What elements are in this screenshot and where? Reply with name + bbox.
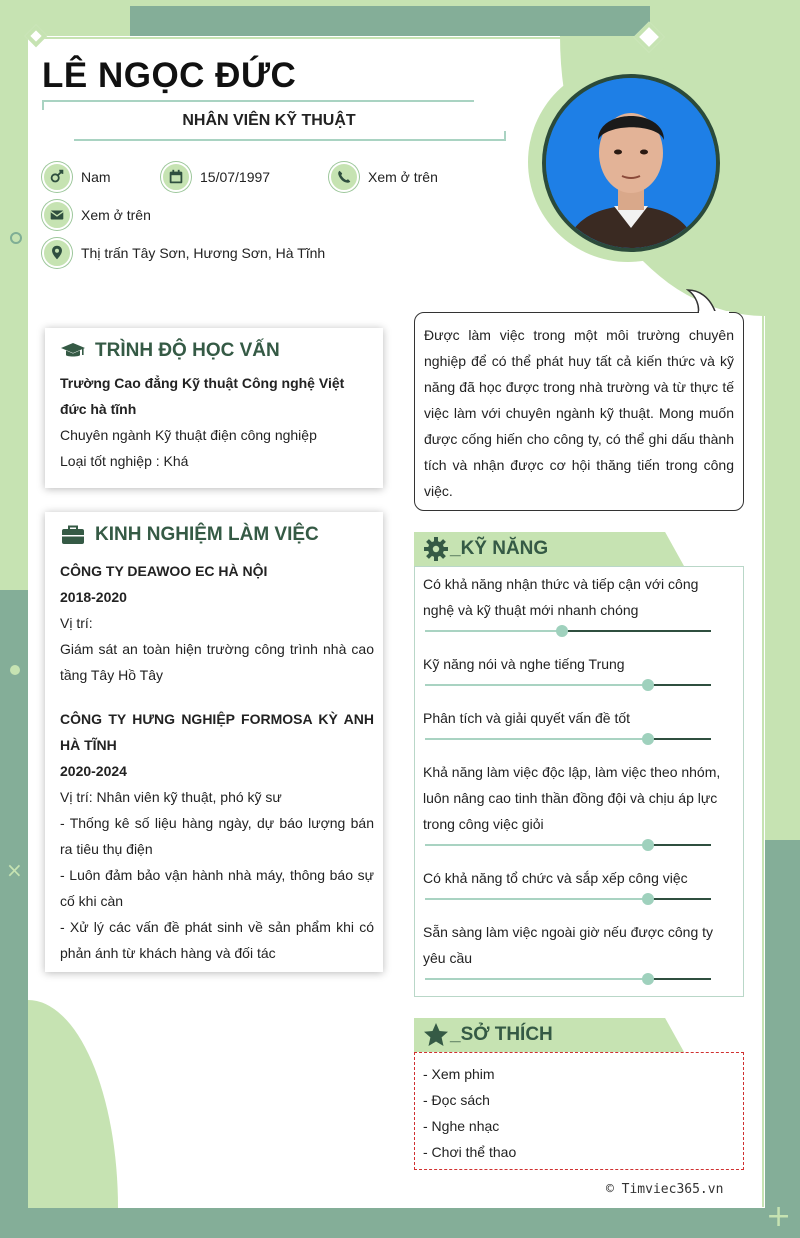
- hobbies-heading-label: _SỞ THÍCH: [450, 1024, 553, 1045]
- skill-level-fill: [425, 978, 648, 980]
- skill-label: Kỹ năng nói và nghe tiếng Trung: [423, 656, 625, 672]
- briefcase-icon: [60, 522, 86, 548]
- info-birthday: [161, 162, 270, 192]
- phone-value: Xem ở trên: [368, 169, 438, 185]
- job-title: NHÂN VIÊN KỸ THUẬT: [182, 112, 356, 129]
- bg-left-lower: [0, 590, 28, 1238]
- experience-heading: [60, 522, 374, 548]
- gear-icon: [422, 535, 450, 563]
- header-rule-top: [42, 100, 474, 102]
- job-entry: [60, 706, 374, 966]
- job-entry: [60, 558, 374, 688]
- job-company: CÔNG TY HƯNG NGHIỆP FORMOSA KỲ ANH HÀ TĨNH: [60, 711, 374, 753]
- star-icon: [422, 1021, 450, 1049]
- hobby-item: - Chơi thể thao: [423, 1144, 517, 1160]
- skill-label: Phân tích và giải quyết vấn đề tốt: [423, 710, 631, 726]
- bg-bottom-band: [0, 1208, 800, 1238]
- envelope-icon: [42, 200, 72, 230]
- education-card: [45, 328, 383, 488]
- skill-level-bar: [425, 978, 711, 980]
- footer-copyright: © Timviec365.vn: [606, 1182, 724, 1197]
- education-major: Chuyên ngành Kỹ thuật điện công nghiệp: [60, 427, 317, 443]
- avatar-portrait: [546, 78, 716, 248]
- skill-level-bar: [425, 738, 711, 740]
- education-grade: Loại tốt nghiệp : Khá: [60, 453, 189, 469]
- email-value: Xem ở trên: [81, 207, 151, 223]
- skill-level-handle: [642, 893, 654, 905]
- career-objective: Được làm việc trong một môi trường chuyên nghiệp để có thể phát huy tất cả kiến thức và kỹ năng đã học được trong nhà trường và từ thực tế việc làm với chuyên ngành kỹ thuật. Mong muốn được cống hiến cho công ty, có thể ghi dấu thành tích và nhận được cơ hội thăng tiến trong công việc.: [414, 312, 744, 511]
- info-phone: [329, 162, 438, 192]
- skill-level-bar: [425, 898, 711, 900]
- skills-tab: [414, 532, 684, 566]
- education-school: Trường Cao đẳng Kỹ thuật Công nghệ Việt đức hà tĩnh: [60, 375, 345, 417]
- hobby-item: - Xem phim: [423, 1066, 495, 1082]
- skills-heading-label: _KỸ NĂNG: [450, 538, 549, 559]
- bg-right-lower: [765, 840, 800, 1238]
- birthday-value: 15/07/1997: [200, 169, 271, 185]
- skill-level-fill: [425, 630, 562, 632]
- hobbies-box: [414, 1052, 744, 1170]
- education-heading-label: TRÌNH ĐỘ HỌC VẤN: [95, 340, 280, 361]
- job-detail: - Luôn đảm bảo vận hành nhà máy, thông báo sự cố khi càn: [60, 867, 374, 909]
- skill-level-handle: [642, 839, 654, 851]
- gender-icon: [42, 162, 72, 192]
- dot-decoration: [10, 665, 20, 675]
- info-email: [42, 200, 151, 230]
- plus-decoration: +: [766, 1199, 792, 1234]
- info-gender: [42, 162, 111, 192]
- skills-box: [414, 566, 744, 997]
- job-position: Vị trí: Nhân viên kỹ thuật, phó kỹ sư: [60, 789, 282, 805]
- experience-card: [45, 512, 383, 972]
- skill-level-bar: [425, 844, 711, 846]
- phone-icon: [329, 162, 359, 192]
- hobby-item: - Nghe nhạc: [423, 1118, 500, 1134]
- ring-decoration: [10, 232, 22, 244]
- job-position: Vị trí:: [60, 615, 93, 631]
- header-rule-tick: [504, 131, 506, 141]
- gender-value: Nam: [81, 169, 111, 185]
- skill-label: Sẵn sàng làm việc ngoài giờ nếu được công ty yêu cầu: [423, 924, 714, 966]
- education-heading: [60, 338, 374, 364]
- skill-level-handle: [642, 679, 654, 691]
- hobbies-heading: [414, 1021, 553, 1049]
- skills-heading: [414, 535, 548, 563]
- skill-level-handle: [642, 733, 654, 745]
- avatar: [542, 74, 720, 252]
- job-detail: - Thống kê số liệu hàng ngày, dự báo lượng bán ra tiêu thụ điện: [60, 815, 374, 857]
- skill-level-fill: [425, 898, 648, 900]
- skill-level-fill: [425, 844, 648, 846]
- job-period: 2020-2024: [60, 763, 127, 779]
- skill-level-handle: [642, 973, 654, 985]
- job-detail: Giám sát an toàn hiện trường công trình nhà cao tầng Tây Hồ Tây: [60, 641, 374, 683]
- info-address: [42, 238, 325, 268]
- header-rule-tick: [42, 100, 44, 110]
- skill-level-bar: [425, 630, 711, 632]
- hobbies-tab: [414, 1018, 684, 1052]
- bubble-tail-cover: [699, 311, 729, 315]
- job-detail: - Xử lý các vấn đề phát sinh về sản phẩm khi có phản ánh từ khách hàng và đối tác: [60, 919, 374, 961]
- experience-heading-label: KINH NGHIỆM LÀM VIỆC: [95, 524, 319, 545]
- skill-level-handle: [556, 625, 568, 637]
- calendar-icon: [161, 162, 191, 192]
- skill-label: Có khả năng tổ chức và sắp xếp công việc: [423, 870, 688, 886]
- candidate-name: LÊ NGỌC ĐỨC: [42, 56, 297, 95]
- skill-level-bar: [425, 684, 711, 686]
- skill-label: Khả năng làm việc độc lập, làm việc theo nhóm, luôn nâng cao tinh thần đồng đội và chịu áp lực trong công việc giỏi: [423, 764, 721, 832]
- job-period: 2018-2020: [60, 589, 127, 605]
- skill-level-fill: [425, 738, 648, 740]
- header-rule-bottom: [74, 139, 506, 141]
- graduation-cap-icon: [60, 338, 86, 364]
- hobby-item: - Đọc sách: [423, 1092, 490, 1108]
- address-value: Thị trấn Tây Sơn, Hương Sơn, Hà Tĩnh: [81, 245, 326, 261]
- bg-top-dark-band: [130, 6, 650, 36]
- skill-label: Có khả năng nhận thức và tiếp cận với công nghệ và kỹ thuật mới nhanh chóng: [423, 576, 699, 618]
- job-company: CÔNG TY DEAWOO EC HÀ NỘI: [60, 563, 268, 579]
- location-pin-icon: [42, 238, 72, 268]
- cross-decoration: ×: [6, 858, 23, 882]
- skill-level-fill: [425, 684, 648, 686]
